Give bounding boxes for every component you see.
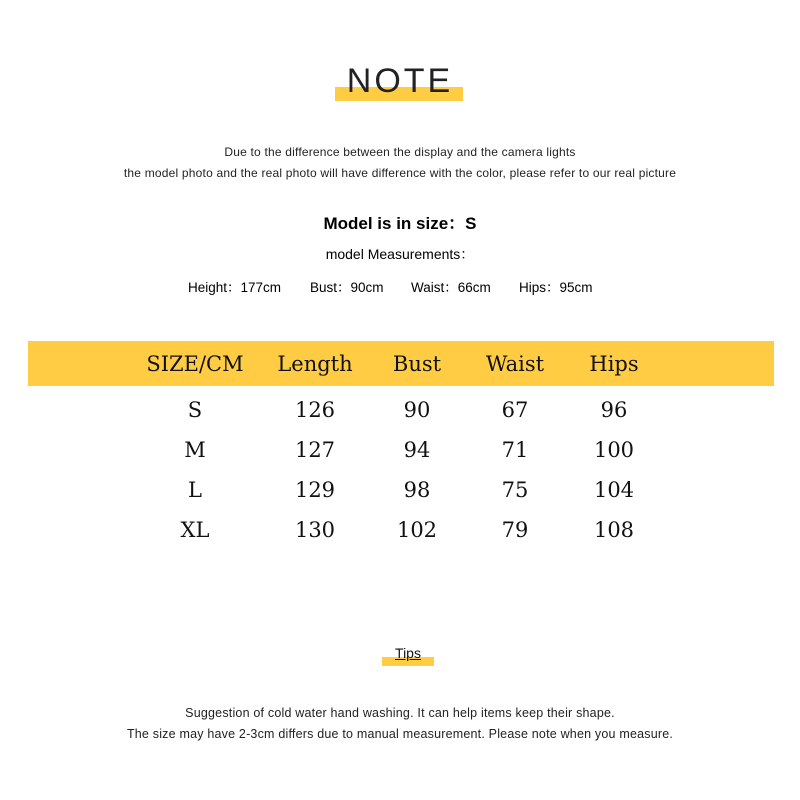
tips-title: Tips xyxy=(395,645,421,661)
table-cell: 67 xyxy=(501,398,529,422)
header-size: SIZE/CM xyxy=(146,352,244,376)
table-cell: 75 xyxy=(501,478,529,502)
header-waist: Waist xyxy=(485,352,545,376)
table-cell: 130 xyxy=(294,518,336,542)
disclaimer-line-2: the model photo and the real photo will have difference with the color, please refer to our real picture xyxy=(123,166,677,180)
table-cell: 71 xyxy=(501,438,529,462)
disclaimer-line-1: Due to the difference between the display and the camera lights xyxy=(224,145,576,159)
note-title: NOTE xyxy=(346,62,454,100)
model-size: Model is in size：S xyxy=(323,214,477,233)
table-cell: 108 xyxy=(593,518,635,542)
model-bust: Bust：90cm xyxy=(310,280,384,295)
table-cell: 102 xyxy=(396,518,438,542)
tip-line-1: Suggestion of cold water hand washing. It can help items keep their shape. xyxy=(185,706,615,720)
table-cell: S xyxy=(187,398,203,422)
model-waist: Waist：66cm xyxy=(411,280,491,295)
table-cell: 100 xyxy=(593,438,635,462)
table-cell: 129 xyxy=(294,478,336,502)
table-cell: 90 xyxy=(403,398,431,422)
header-bust: Bust xyxy=(392,352,442,376)
table-cell: XL xyxy=(180,518,210,542)
table-cell: 79 xyxy=(501,518,529,542)
model-height: Height：177cm xyxy=(188,280,282,295)
model-hips: Hips：95cm xyxy=(519,280,593,295)
table-cell: 96 xyxy=(600,398,628,422)
table-cell: M xyxy=(184,438,206,462)
table-cell: 126 xyxy=(294,398,336,422)
tip-line-2: The size may have 2-3cm differs due to manual measurement. Please note when you measure. xyxy=(126,727,674,741)
header-hips: Hips xyxy=(589,352,639,376)
table-cell: L xyxy=(188,478,202,502)
header-length: Length xyxy=(277,352,353,376)
table-cell: 127 xyxy=(294,438,336,462)
model-measurements-label: model Measurements： xyxy=(325,246,475,262)
table-cell: 94 xyxy=(403,438,431,462)
table-cell: 104 xyxy=(593,478,635,502)
table-cell: 98 xyxy=(403,478,431,502)
